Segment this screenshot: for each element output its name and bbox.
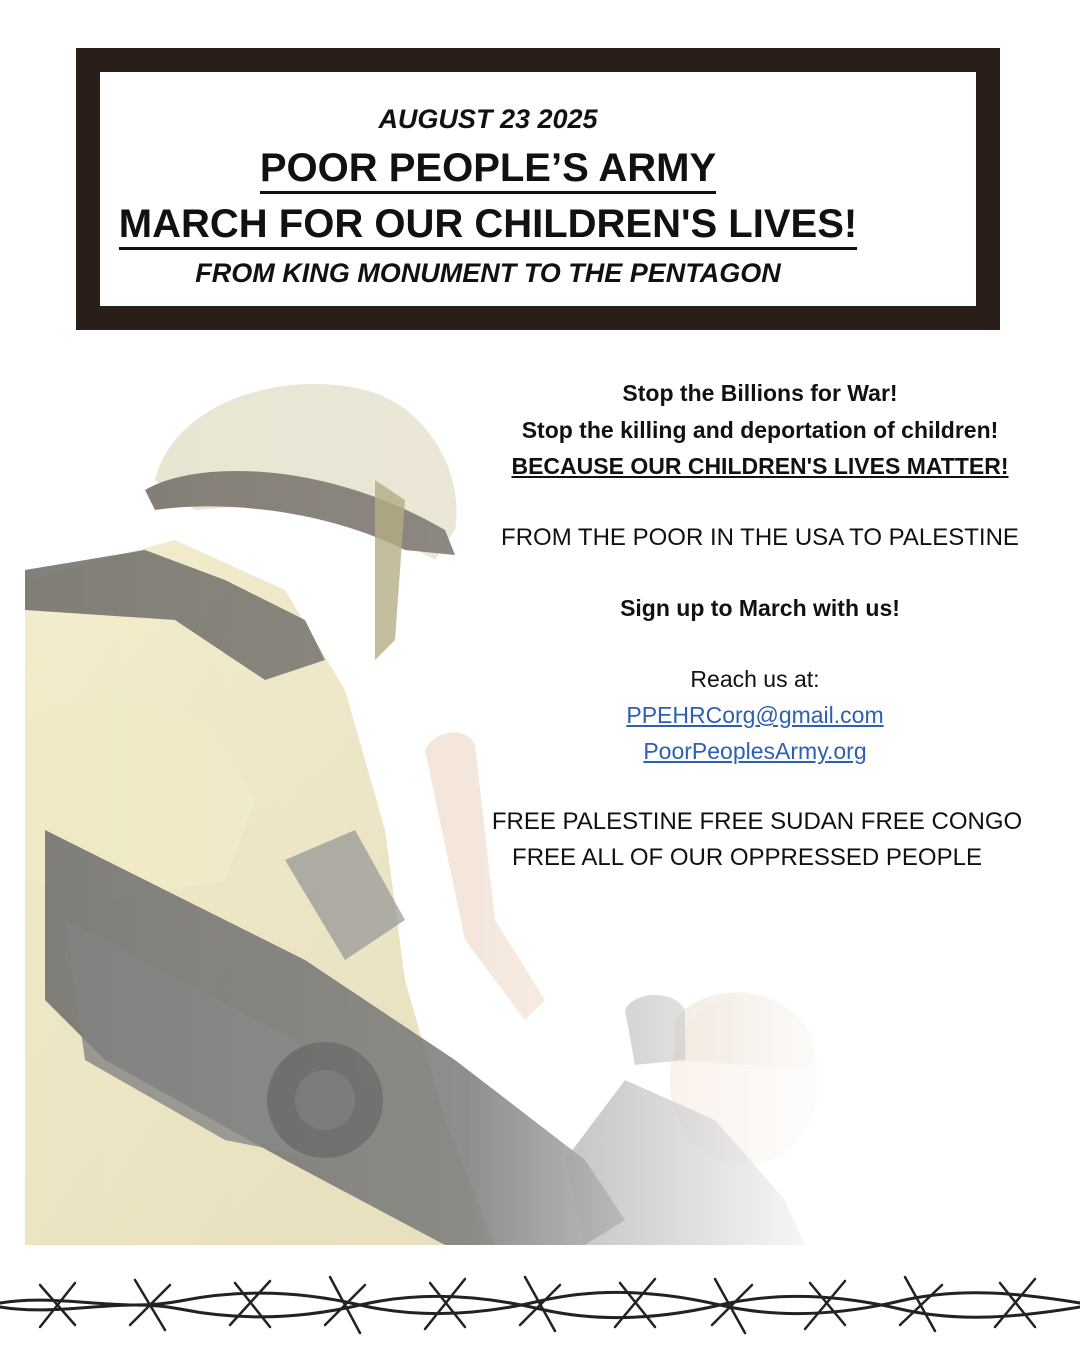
stop-killing-line: Stop the killing and deportation of children! bbox=[521, 417, 999, 443]
website-link[interactable]: PoorPeoplesArmy.org bbox=[643, 738, 867, 764]
free-people-line: FREE ALL OF OUR OPPRESSED PEOPLE bbox=[512, 844, 982, 871]
lives-matter-line: BECAUSE OUR CHILDREN'S LIVES MATTER! bbox=[511, 453, 1009, 479]
stop-war-line: Stop the Billions for War! bbox=[622, 380, 898, 406]
organization-title: POOR PEOPLE’S ARMY bbox=[50, 146, 926, 191]
free-countries-line: FREE PALESTINE FREE SUDAN FREE CONGO bbox=[491, 808, 1023, 835]
route-subtitle: FROM KING MONUMENT TO THE PENTAGON bbox=[195, 258, 781, 288]
poor-to-palestine-line: FROM THE POOR IN THE USA TO PALESTINE bbox=[501, 524, 1019, 551]
header-frame bbox=[76, 48, 1000, 330]
email-link[interactable]: PPEHRCorg@gmail.com bbox=[626, 702, 884, 728]
reach-us-label: Reach us at: bbox=[690, 666, 820, 692]
march-title: MARCH FOR OUR CHILDREN'S LIVES! bbox=[50, 202, 926, 247]
barbed-wire-border bbox=[0, 1255, 1080, 1350]
sign-up-line: Sign up to March with us! bbox=[620, 595, 900, 621]
event-date: AUGUST 23 2025 bbox=[378, 104, 598, 134]
soldier-and-child-photo bbox=[25, 360, 825, 1245]
